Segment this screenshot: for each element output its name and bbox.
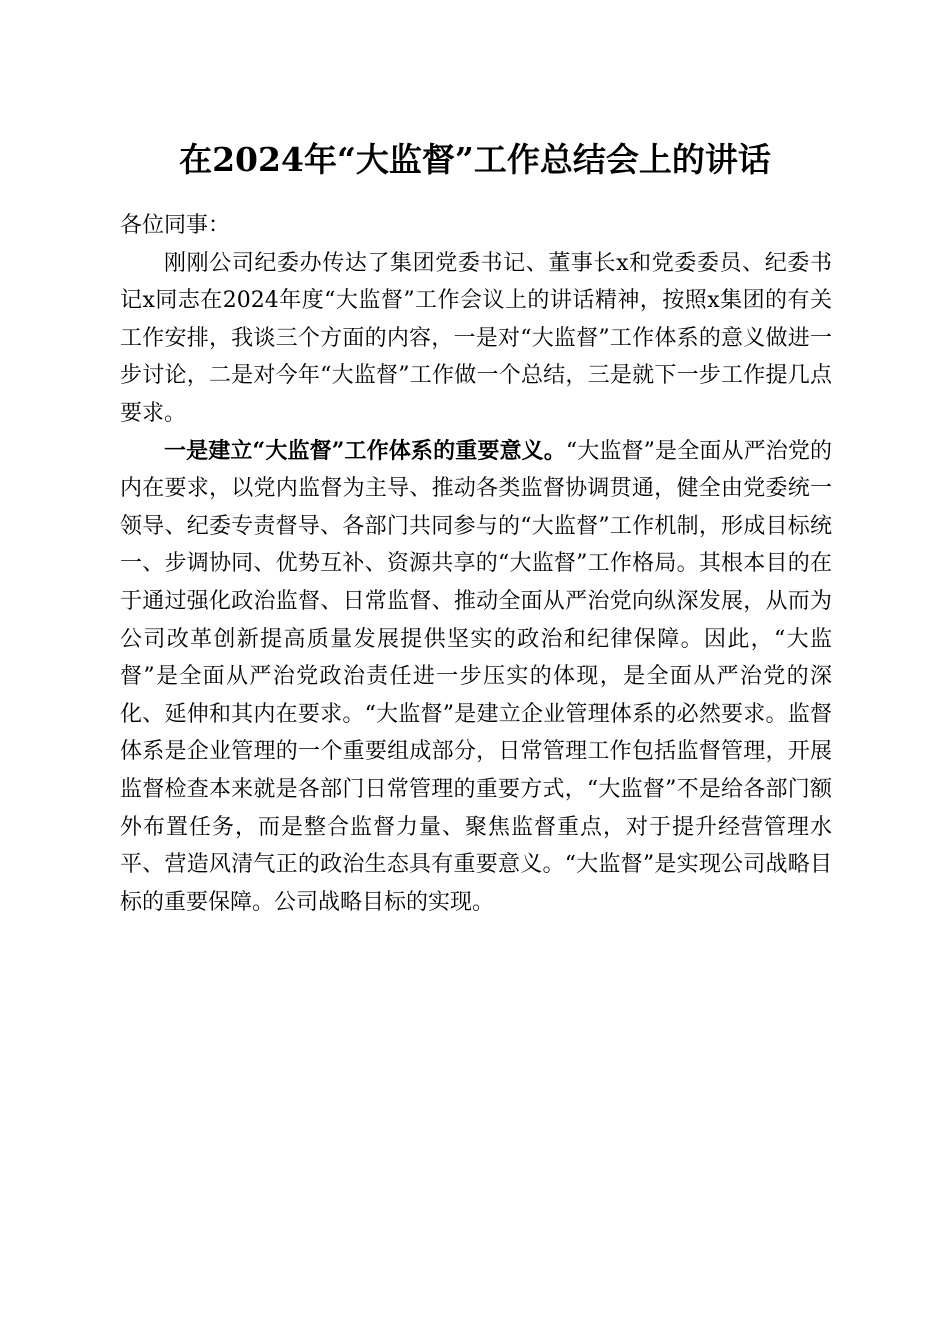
section-1-paragraph (120, 433, 832, 922)
section-1-body: “大监督”是全面从严治党的内在要求，以党内监督为主导、推动各类监督协调贯通，健全由党委统一领导、纪委专责督导、各部门共同参与的“大监督”工作机制，形成目标统一、步调协同、优势互补、资源共享的“大监督”工作格局。其根本目的在于通过强化政治监督、日常监督、推动全面从严治党向纵深发展，从而为公司改革创新提高质量发展提供坚实的政治和纪律保障。因此，“大监督”是全面从严治党政治责任进一步压实的体现，是全面从严治党的深化、延伸和其内在要求。“大监督”是建立企业管理体系的必然要求。监督体系是企业管理的一个重要组成部分，日常管理工作包括监督管理，开展监督检查本来就是各部门日常管理的重要方式，“大监督”不是给各部门额外布置任务，而是整合监督力量、聚焦监督重点，对于提升经营管理水平、营造风清气正的政治生态具有重要意义。“大监督”是实现公司战略目标的重要保障。公司战略目标的实现。 (120, 438, 833, 915)
salutation: 各位同事： (120, 213, 231, 238)
intro-paragraph: 刚刚公司纪委办传达了集团党委书记、董事长x和党委委员、纪委书记x同志在2024年度“大监督”工作会议上的讲话精神，按照x集团的有关工作安排，我谈三个方面的内容，一是对“大监督”工作体系的意义做进一步讨论，二是对今年“大监督”工作做一个总结，三是就下一步工作提几点要求。 (120, 250, 832, 426)
document-body (120, 207, 832, 921)
document-title: 在2024年“大监督”工作总结会上的讲话 (179, 140, 771, 179)
section-1-heading: 一是建立“大监督”工作体系的重要意义。 (164, 437, 566, 464)
